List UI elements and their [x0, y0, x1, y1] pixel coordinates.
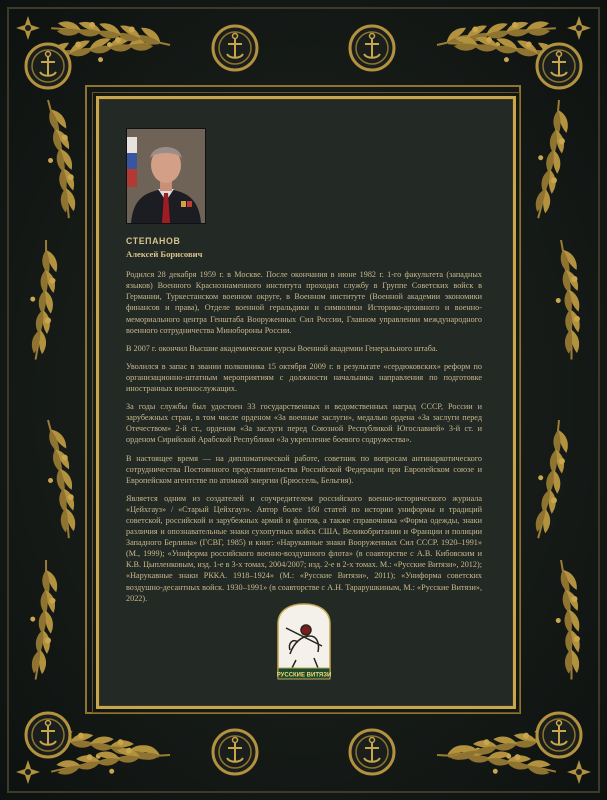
bio-paragraph: За годы службы был удостоен 33 государственных и ведомственных наград СССР, России и зарубежных стран, в том числе орденом «За военные заслуги», медалью ордена «За заслуги перед Отечеством» 2-й ст., орденом «За заслуги перед Союзной Республикой Югославией» 3-й ст. и орденом Сирийской Арабской Республики «За укрепление боевого содружества». [126, 402, 482, 445]
author-surname: СТЕПАНОВ [126, 236, 181, 246]
bio-paragraph: Родился 28 декабря 1959 г. в Москве. После окончания в июне 1982 г. 1-го факультета (западных языков) Военного Краснознаменного института проходил службу в Группе Советских войск в Германии, Туркестанском военном округе, в Военном институте (Военной академии экономики финансов и права), Отделе военной геральдики и символики Историко-архивного и военно-мемориального центра Генштаба Вооруженных Сил России, Главном управлении международного военного сотрудничества Минобороны России. [126, 270, 482, 335]
svg-text:РУССКИЕ ВИТЯЗИ: РУССКИЕ ВИТЯЗИ [276, 672, 332, 679]
bio-paragraph: Является одним из создателей и соучредителем российского военно-исторического журнала «Цейхгауз» / «Старый Цейхгауз». Автор более 160 статей по истории униформы и традиций советской, российской и зарубежных армий и флотов, а также справочника «Форма одежды, знаки различия и опознавательные знаки сухопутных войск США, Великобритании и Франции и полиции Западного Берлина» (ГСВГ, 1985) и книг: «Нарукавные знаки Вооруженных Сил СССР. 1920–1991» (М., 1999); «Униформа российского военно-воздушного флота» (в соавторстве с А.В. Кибовским и К.В. Цыпленковым, изд. 1-е в 3-х томах, 2004/2007; изд. 2-е в 2-х томах. М.: «Русские Витязи», 2012); «Нарукавные знаки РККА. 1918–1924» (М.: «Русские Витязи», 2011); «Униформа советских воздушно-десантных войск. 1930–1991» (в соавторстве с А.Н. Тарарушкиным, М.: «Русские Витязи», 2022). [126, 493, 482, 603]
bio-paragraph: В настоящее время — на дипломатической работе, советник по вопросам антинаркотического сотрудничества Постоянного представительства Российской Федерации при Европейском союзе и Европейском агентстве по атомной энергии (Брюссель, Бельгия). [126, 453, 482, 485]
author-portrait [126, 128, 206, 224]
publisher-logo [276, 602, 332, 680]
author-full-name: Алексей Борисович [126, 249, 203, 260]
author-biography [126, 236, 482, 611]
bio-paragraph: В 2007 г. окончил Высшие академические курсы Военной академии Генерального штаба. [126, 343, 438, 353]
bio-paragraph: Уволился в запас в звании полковника 15 октября 2009 г. в результате «сердюковских» реформ по организационно-штатным мероприятиям с должности начальника направления по подготовке иностранных военнослужащих. [126, 361, 482, 394]
